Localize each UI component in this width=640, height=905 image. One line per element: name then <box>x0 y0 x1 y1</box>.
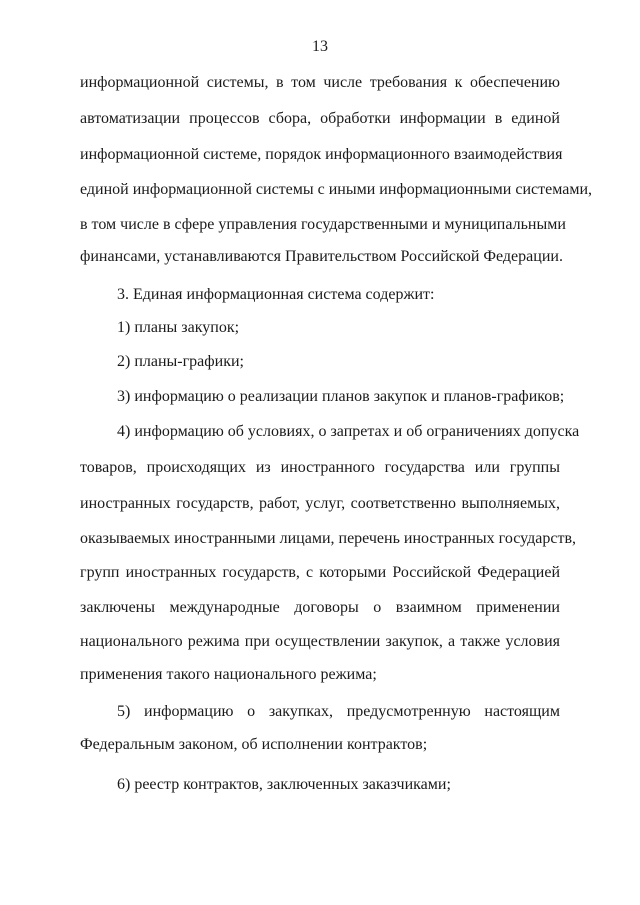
text-line: 3) информацию о реализации планов закупок и планов-графиков; <box>117 388 565 405</box>
text-line: 1) планы закупок; <box>117 319 240 336</box>
text-line: 5) информацию о закупках, предусмотренную настоящим <box>117 703 560 720</box>
text-line: 2) планы-графики; <box>117 353 244 370</box>
text-line: иностранных государств, работ, услуг, соответственно выполняемых, <box>80 495 560 512</box>
text-line: 6) реестр контрактов, заключенных заказчиками; <box>117 776 451 793</box>
text-line: Федеральным законом, об исполнении контрактов; <box>80 736 428 753</box>
text-line: национального режима при осуществлении закупок, а также условия <box>80 633 560 650</box>
text-line: 4) информацию об условиях, о запретах и об ограничениях допуска <box>117 423 580 440</box>
text-line: информационной системы, в том числе требования к обеспечению <box>80 74 560 91</box>
text-line: 3. Единая информационная система содержит: <box>117 286 435 303</box>
text-line: оказываемых иностранными лицами, перечень иностранных государств, <box>80 530 576 547</box>
text-line: заключены международные договоры о взаимном применении <box>80 599 560 616</box>
text-line: товаров, происходящих из иностранного государства или группы <box>80 459 560 476</box>
page-number: 13 <box>312 38 328 55</box>
text-line: групп иностранных государств, с которыми Российской Федерацией <box>80 564 560 581</box>
text-line: единой информационной системы с иными информационными системами, <box>80 181 593 198</box>
text-line: информационной системе, порядок информационного взаимодействия <box>80 146 563 163</box>
text-line: применения такого национального режима; <box>80 666 377 683</box>
text-line: автоматизации процессов сбора, обработки информации в единой <box>80 110 560 127</box>
text-line: в том числе в сфере управления государственными и муниципальными <box>80 216 566 233</box>
text-line: финансами, устанавливаются Правительством Российской Федерации. <box>80 248 563 265</box>
